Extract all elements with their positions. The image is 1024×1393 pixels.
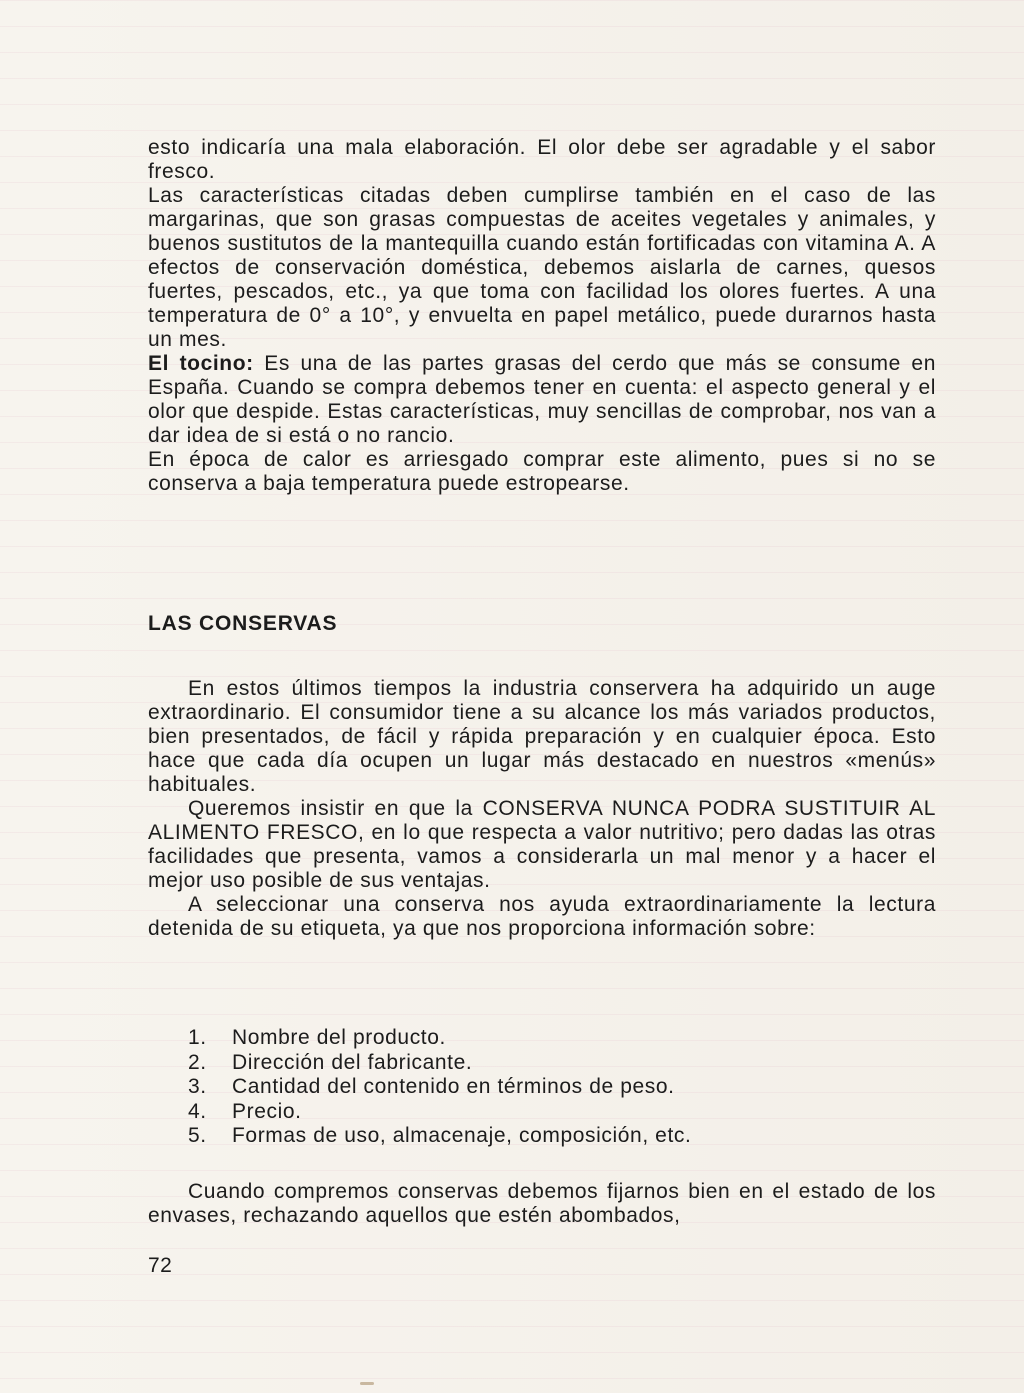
list-item	[188, 1026, 691, 1051]
text-block-envases	[148, 1180, 936, 1228]
list-item-number: 4.	[188, 1099, 207, 1123]
paragraph-text: Es una de las partes grasas del cerdo que más se consume en España. Cuando se compra debemos tener en cuenta: el aspecto general y el olor que despide. Estas características, muy sencillas de comprobar, nos van a dar idea de si está o no rancio.	[148, 352, 936, 447]
page-number: 72	[148, 1254, 173, 1277]
paragraph: Queremos insistir en que la CONSERVA NUNCA PODRA SUSTITUIR AL ALIMENTO FRESCO, en lo que respecta a valor nutritivo; pero dadas las otras facilidades que presenta, vamos a considerarla un mal menor y a hacer el mejor uso posible de sus ventajas.	[148, 797, 936, 892]
paragraph-tocino	[148, 352, 936, 448]
paragraph: A seleccionar una conserva nos ayuda extraordinariamente la lectura detenida de su etiqueta, ya que nos proporciona información sobre:	[148, 893, 936, 940]
list-item-text: Precio.	[232, 1099, 302, 1123]
paragraph: En estos últimos tiempos la industria conservera ha adquirido un auge extraordinario. El consumidor tiene a su alcance los más variados productos, bien presentados, de fácil y rápida preparación y en cualquier época. Esto hace que cada día ocupen un lugar más destacado en nuestros «menús» habituales.	[148, 677, 936, 796]
list-item-text: Nombre del producto.	[232, 1026, 446, 1049]
list-item	[188, 1051, 691, 1076]
paragraph: Cuando compremos conservas debemos fijarnos bien en el estado de los envases, rechazando aquellos que estén abombados,	[148, 1180, 936, 1227]
paragraph: En época de calor es arriesgado comprar este alimento, pues si no se conserva a baja temperatura puede estropearse.	[148, 448, 936, 495]
list-item-number: 3.	[188, 1075, 207, 1098]
list-item-number: 2.	[188, 1050, 207, 1074]
list-item	[188, 1100, 691, 1125]
inline-heading: El tocino:	[148, 352, 254, 375]
section-heading: LAS CONSERVAS	[148, 612, 338, 635]
text-block-butter-bacon	[148, 136, 936, 496]
paragraph: esto indicaría una mala elaboración. El olor debe ser agradable y el sabor fresco.	[148, 136, 936, 183]
paper-fleck	[360, 1382, 374, 1385]
paragraph: Las características citadas deben cumplirse también en el caso de las margarinas, que son grasas compuestas de aceites vegetales y animales, y buenos sustitutos de la mantequilla cuando están fortificadas con vitamina A. A efectos de conservación doméstica, debemos aislarla de carnes, quesos fuertes, pescados, etc., ya que toma con facilidad los olores fuertes. A una temperatura de 0° a 10°, y envuelta en papel metálico, puede durarnos hasta un mes.	[148, 184, 936, 351]
text-block-conservas	[148, 677, 936, 941]
label-info-list	[188, 1026, 691, 1149]
list-item-text: Formas de uso, almacenaje, composición, etc.	[232, 1124, 692, 1147]
list-item	[188, 1124, 691, 1149]
list-item	[188, 1075, 691, 1100]
list-item-number: 5.	[188, 1124, 207, 1147]
list-item-text: Cantidad del contenido en términos de peso.	[232, 1075, 675, 1098]
list-item-text: Dirección del fabricante.	[232, 1050, 473, 1074]
list-item-number: 1.	[188, 1026, 207, 1049]
